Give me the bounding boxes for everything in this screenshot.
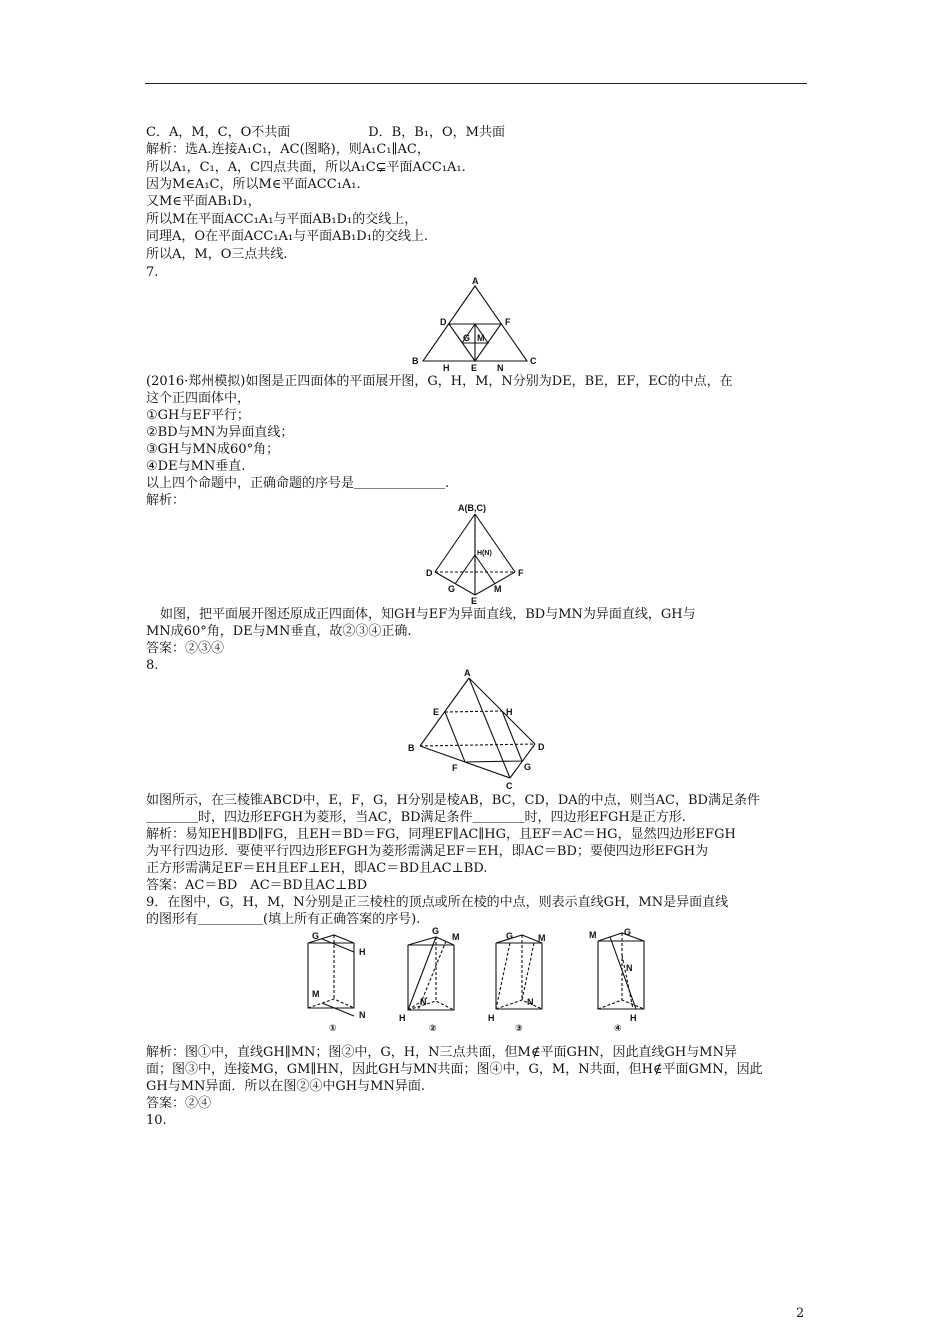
q7-proposition: ③GH与MN成60°角； xyxy=(146,442,280,457)
q9-stem: 的图形有＿＿＿＿＿(填上所有正确答案的序号). xyxy=(146,912,421,927)
q9-solution-line: 面；图③中，连接MG，GM∥HN，因此GH与MN共面；图④中，G，M，N共面，但H∉平面GMN，因此 xyxy=(146,1062,763,1077)
q6-solution-line: 所以A，M，O三点共线. xyxy=(146,247,288,262)
q7-stem: 这个正四面体中， xyxy=(146,391,251,406)
net-label-d: D xyxy=(440,317,447,327)
q8-solution-line: 为平行四边形．要使平行四边形EFGH为菱形需满足EF＝EH，即AC＝BD；要使四边形EFGH为 xyxy=(146,844,709,859)
q8-label-d: D xyxy=(538,742,545,752)
p4-label-m: M xyxy=(589,930,597,940)
q8-label-e: E xyxy=(433,707,440,717)
caption-1: ① xyxy=(329,1023,337,1033)
p3-label-n: N xyxy=(527,997,534,1007)
q7-proposition: ②BD与MN为异面直线； xyxy=(146,425,294,440)
q7-proposition: ④DE与MN垂直. xyxy=(146,459,246,474)
q9-stem: 9．在图中，G，H，M，N分别是正三棱柱的顶点或所在棱的中点，则表示直线GH，MN是异面直线 xyxy=(146,895,729,910)
q6-solution-line: 又M∈平面AB₁D₁， xyxy=(146,194,261,209)
q6-solution-line: 所以A₁，C₁，A，C四点共面，所以A₁C⊊平面ACC₁A₁. xyxy=(146,160,466,175)
q6-solution-line: 所以M在平面ACC₁A₁与平面AB₁D₁的交线上， xyxy=(146,212,418,227)
q7-solution-line: 如图，把平面展开图还原成正四面体，知GH与EF为异面直线，BD与MN为异面直线，GH与 xyxy=(160,607,696,622)
q7-solution-label: 解析： xyxy=(146,493,186,508)
p2-label-n: N xyxy=(420,997,427,1007)
q8-label-c: C xyxy=(506,781,513,790)
prism-4 xyxy=(598,933,644,1009)
q7-tetrahedron-figure xyxy=(420,500,530,605)
caption-2: ② xyxy=(429,1023,437,1033)
header-rule xyxy=(145,83,807,84)
q8-stem: 如图所示，在三棱锥ABCD中，E，F，G，H分别是棱AB，BC，CD，DA的中点，则当AC，BD满足条件 xyxy=(146,793,760,808)
q7-solution-line: MN成60°角，DE与MN垂直，故②③④正确. xyxy=(146,624,412,639)
q7-number: 7. xyxy=(146,265,159,280)
q8-label-h: H xyxy=(506,707,513,717)
q8-label-g: G xyxy=(524,762,532,772)
q8-label-a: A xyxy=(464,668,471,678)
net-label-f: F xyxy=(505,317,511,327)
q8-stem: ＿＿＿＿时，四边形EFGH为菱形，当AC，BD满足条件＿＿＿＿时，四边形EFGH是正方形. xyxy=(146,810,686,825)
q7-stem: (2016·郑州模拟)如图是正四面体的平面展开图，G，H，M，N分别为DE，BE，EF，EC的中点，在 xyxy=(146,374,733,389)
caption-4: ④ xyxy=(614,1023,622,1033)
p1-label-g: G xyxy=(312,931,320,941)
q10-number: 10. xyxy=(146,1113,167,1128)
q7-net-figure xyxy=(405,274,545,374)
net-label-c: C xyxy=(530,356,537,366)
tet-label-g: G xyxy=(448,584,456,594)
p2-label-h: H xyxy=(399,1013,406,1023)
q8-number: 8. xyxy=(146,658,159,673)
q6-solution-line: 解析：选A.连接A₁C₁，AC(图略)，则A₁C₁∥AC， xyxy=(146,142,430,157)
p2-label-m: M xyxy=(452,932,460,942)
net-label-a: A xyxy=(472,276,479,286)
p1-label-h: H xyxy=(359,947,366,957)
q9-prism-figures xyxy=(296,925,666,1035)
tet-label-hn: H(N) xyxy=(477,550,492,557)
tet-label-apex: A(B,C) xyxy=(458,503,486,513)
net-label-b: B xyxy=(412,356,419,366)
caption-3: ③ xyxy=(515,1023,523,1033)
q8-pyramid-figure xyxy=(400,668,550,790)
net-label-h: H xyxy=(443,363,450,373)
p4-label-n: N xyxy=(626,963,633,973)
prism-1 xyxy=(308,935,354,1016)
p4-label-g: G xyxy=(624,927,632,937)
prism-2 xyxy=(408,937,454,1010)
q9-solution-line: 解析：图①中，直线GH∥MN；图②中，G，H，N三点共面，但M∉平面GHN，因此直线GH与MN异 xyxy=(146,1045,737,1060)
q7-proposition: ①GH与EF平行； xyxy=(146,408,250,423)
net-label-e: E xyxy=(471,363,478,373)
q8-label-f: F xyxy=(452,763,458,773)
q8-label-b: B xyxy=(408,743,415,753)
q8-solution-line: 正方形需满足EF＝EH且EF⊥EH，即AC＝BD且AC⊥BD. xyxy=(146,861,488,876)
page-number: 2 xyxy=(796,1306,805,1321)
q8-solution-line: 解析：易知EH∥BD∥FG，且EH＝BD＝FG，同理EF∥AC∥HG，且EF＝AC＝HG，显然四边形EFGH xyxy=(146,827,736,842)
q6-solution-line: 同理A，O在平面ACC₁A₁与平面AB₁D₁的交线上. xyxy=(146,229,429,244)
net-label-m: M xyxy=(477,333,485,343)
p4-label-h: H xyxy=(630,1013,637,1023)
p3-label-g: G xyxy=(506,931,514,941)
p1-label-n: N xyxy=(359,1010,366,1020)
q6-solution-line: 因为M∈A₁C，所以M∈平面ACC₁A₁. xyxy=(146,177,361,192)
p3-label-h: H xyxy=(488,1013,495,1023)
q6-options: C．A，M，C，O不共面 D．B，B₁，O，M共面 xyxy=(146,125,505,140)
p2-label-g: G xyxy=(432,926,440,936)
tet-label-e: E xyxy=(471,596,478,605)
q9-solution-line: GH与MN异面．所以在图②④中GH与MN异面. xyxy=(146,1079,425,1094)
q7-ask: 以上四个命题中，正确命题的序号是＿＿＿＿＿＿＿. xyxy=(146,476,450,491)
q9-answer: 答案：②④ xyxy=(146,1096,212,1111)
tet-label-f: F xyxy=(518,568,524,578)
q7-answer: 答案：②③④ xyxy=(146,641,225,656)
prism-3 xyxy=(496,935,542,1009)
tet-label-d: D xyxy=(426,568,433,578)
net-label-g: G xyxy=(463,333,471,343)
p3-label-m: M xyxy=(538,933,546,943)
p1-label-m: M xyxy=(312,989,320,999)
q8-answer: 答案：AC＝BD AC＝BD且AC⊥BD xyxy=(146,878,368,893)
net-label-n: N xyxy=(497,363,504,373)
tet-label-m: M xyxy=(494,584,502,594)
